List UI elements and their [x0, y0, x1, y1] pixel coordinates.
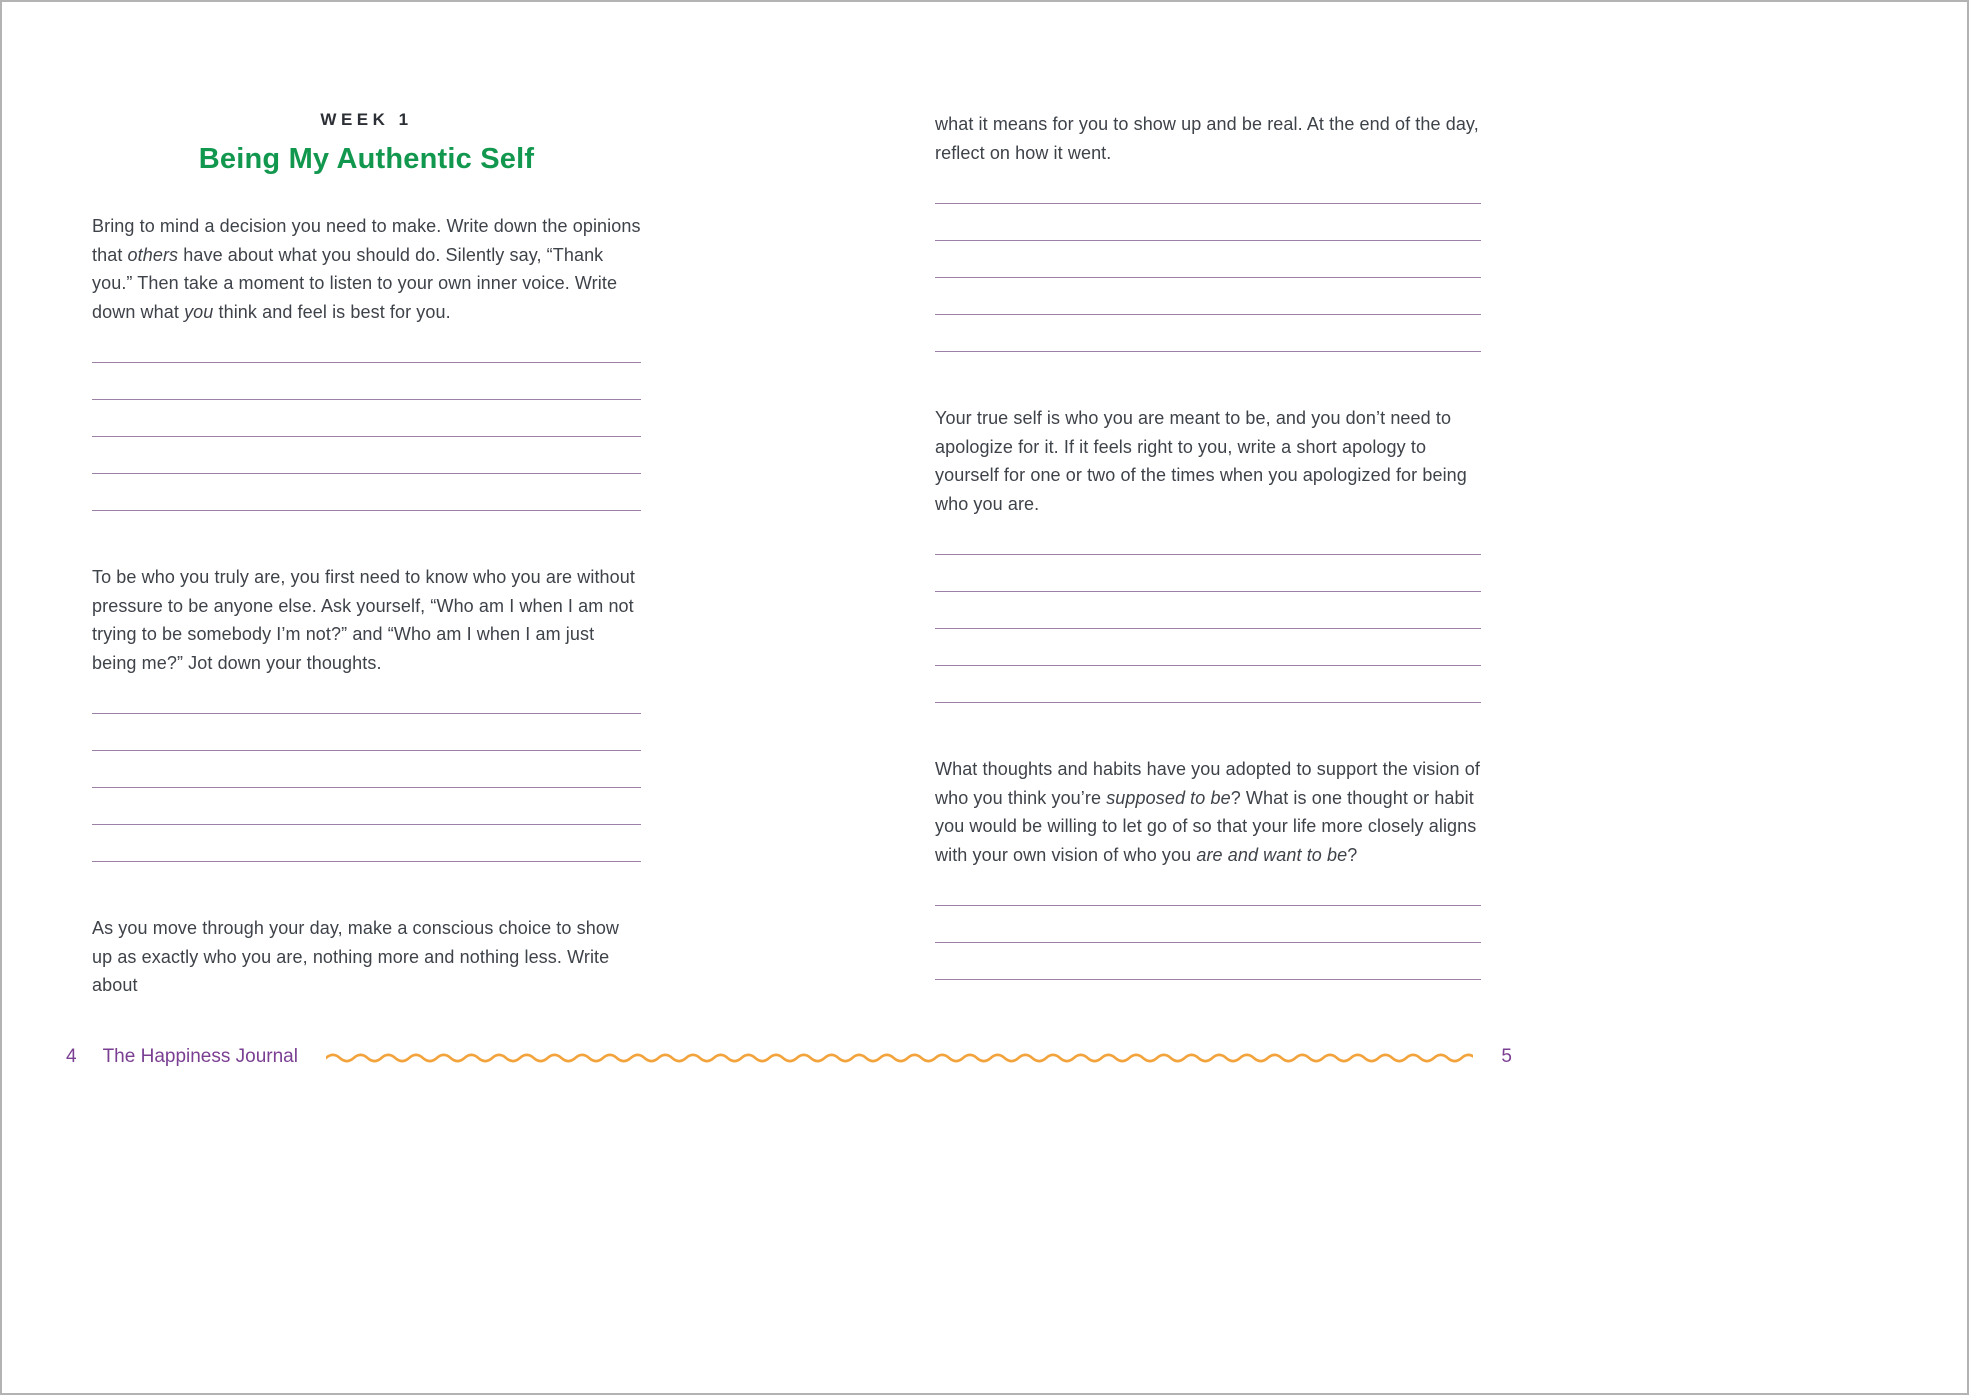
ruled-line	[935, 592, 1481, 629]
text-run: have about what you should do. Silently say, “Thank you.” Then take a moment to listen to your own inner voice. Write down what	[92, 244, 618, 322]
prompt-paragraph-6	[935, 755, 1481, 869]
prompt-paragraph-2: To be who you truly are, you first need to know who you are without pressure to be anyone else. Ask yourself, “Who am I when I am not trying to be somebody I’m not?” and “Who am I when I am just being me?” Jot down your thoughts.	[92, 567, 635, 673]
ruled-line	[92, 825, 641, 862]
page-title: Being My Authentic Self	[198, 143, 535, 175]
ruled-line	[92, 437, 641, 474]
ruled-line	[935, 869, 1481, 906]
writing-lines-group-1	[92, 326, 641, 511]
ruled-line	[92, 714, 641, 751]
writing-lines-group-3	[935, 167, 1481, 352]
writing-lines-group-5	[935, 869, 1481, 980]
ruled-line	[935, 906, 1481, 943]
prompt-paragraph-4: what it means for you to show up and be real. At the end of the day, reflect on how it went.	[935, 114, 1479, 163]
book-title: The Happiness Journal	[102, 1046, 298, 1067]
footer	[66, 1044, 1512, 1070]
ruled-line	[92, 474, 641, 511]
ruled-line	[935, 518, 1481, 555]
ruled-line	[935, 943, 1481, 980]
ruled-line	[935, 278, 1481, 315]
italic-run: are and want to be	[1196, 844, 1348, 865]
text-run: ?	[1347, 844, 1358, 865]
ruled-line	[935, 666, 1481, 703]
text-run: What thoughts and habits have you adopted to support the vision of who you think you’re	[935, 759, 1480, 808]
prompt-paragraph-3: As you move through your day, make a conscious choice to show up as exactly who you are, nothing more and nothing less. Write about	[92, 918, 620, 995]
ruled-line	[935, 315, 1481, 352]
prompt-paragraph-1	[92, 212, 641, 326]
ruled-line	[935, 167, 1481, 204]
text-run: think and feel is best for you.	[213, 301, 451, 322]
italic-run: supposed to be	[1106, 787, 1231, 808]
ruled-line	[92, 400, 641, 437]
page-number-right: 5	[1501, 1046, 1512, 1067]
wave-divider-icon	[326, 1051, 1473, 1065]
text-run: ? What is one thought or habit you would be willing to let go of so that your life more closely aligns with your own vision of who you	[935, 787, 1477, 865]
text-run: Bring to mind a decision you need to make. Write down the opinions that	[92, 216, 641, 265]
ruled-line	[935, 555, 1481, 592]
ruled-line	[935, 241, 1481, 278]
ruled-line	[92, 751, 641, 788]
italic-run: you	[184, 301, 214, 322]
writing-lines-group-4	[935, 518, 1481, 703]
right-page	[935, 110, 1481, 980]
prompt-paragraph-5: Your true self is who you are meant to be, and you don’t need to apologize for it. If it feels right to you, write a short apology to yourself for one or two of the times when you apologized for being who you are.	[935, 408, 1467, 514]
week-label: WEEK 1	[320, 110, 413, 129]
page-number-left: 4	[66, 1046, 77, 1067]
ruled-line	[935, 629, 1481, 666]
ruled-line	[92, 326, 641, 363]
ruled-line	[92, 677, 641, 714]
ruled-line	[935, 204, 1481, 241]
italic-run: others	[127, 244, 179, 265]
ruled-line	[92, 363, 641, 400]
ruled-line	[92, 788, 641, 825]
left-page	[92, 110, 641, 1000]
writing-lines-group-2	[92, 677, 641, 862]
